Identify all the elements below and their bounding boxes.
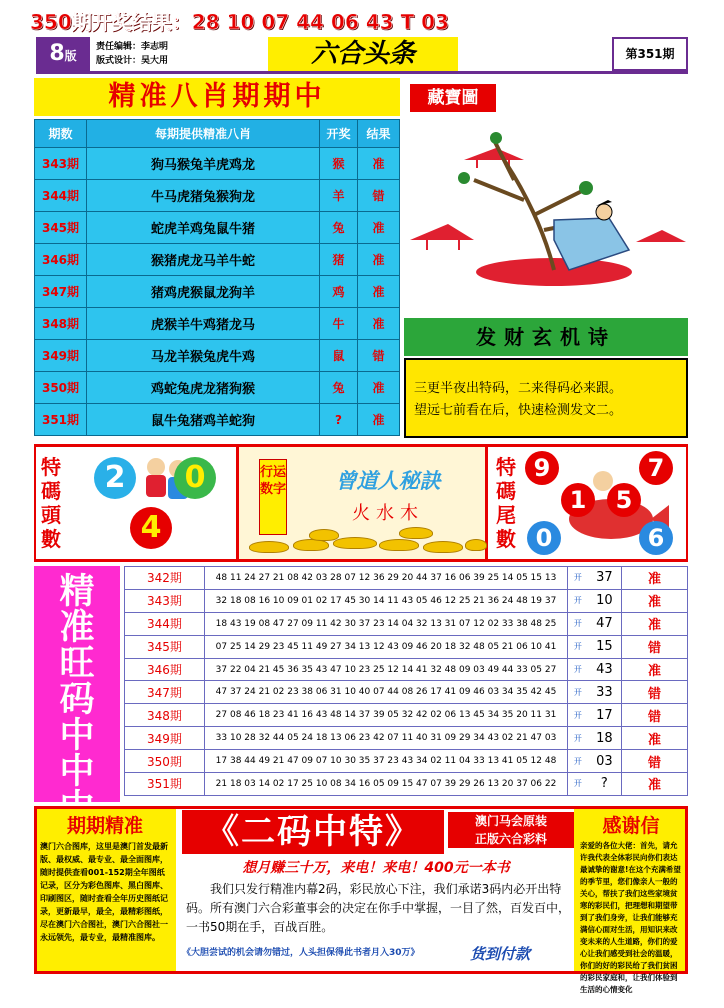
bajiao-draw: 猪	[320, 244, 358, 276]
roof-top	[464, 148, 524, 160]
bajiao-result: 准	[358, 244, 400, 276]
roof-left	[410, 224, 474, 240]
tema-wei-ball: 5	[607, 483, 641, 517]
wangma-special: 37	[588, 567, 622, 590]
gold-ingot	[423, 541, 463, 553]
col-zodiac: 每期提供精准八肖	[87, 120, 320, 148]
gold-ingot	[309, 529, 339, 541]
wangma-numbers: 18 43 19 08 47 27 09 11 42 30 37 23 14 04 32 13 31 07 12 02 33 38 48 25	[204, 612, 567, 635]
wangma-result: 错	[622, 750, 688, 773]
wangma-kai-label: 开	[568, 589, 588, 612]
bajiao-period: 350期	[35, 372, 87, 404]
poem-body	[404, 358, 688, 438]
wangma-row	[125, 773, 688, 796]
pillar-top	[476, 160, 478, 168]
title-char: 中	[59, 716, 95, 756]
wangma-row	[125, 681, 688, 704]
wangma-special: 15	[588, 635, 622, 658]
wangma-special: 03	[588, 750, 622, 773]
pillar-left-2	[458, 240, 460, 250]
tema-wei-panel	[491, 447, 686, 559]
wangma-numbers: 17 38 44 49 21 47 09 07 10 30 35 37 23 43 34 02 11 04 33 13 41 05 12 48	[204, 750, 567, 773]
bajiao-result: 错	[358, 340, 400, 372]
issue-label: 第351期	[612, 37, 688, 71]
title-char: 旺	[59, 644, 95, 684]
col-result: 结果	[358, 120, 400, 148]
wangma-row	[125, 589, 688, 612]
poem-line-2: 望远七前看在后，快速检测发文二。	[414, 403, 623, 418]
bajiao-result: 准	[358, 372, 400, 404]
gold-ingot	[465, 539, 487, 551]
bajiao-row	[35, 180, 400, 212]
wangma-special: ?	[588, 773, 622, 796]
wangma-period: 345期	[125, 635, 205, 658]
scene-illustration	[404, 120, 688, 314]
wangma-period: 350期	[125, 750, 205, 773]
leaf	[490, 132, 502, 144]
poem-line-1: 三更半夜出特码，二来得码必来跟。	[414, 381, 623, 396]
wangma-kai-label: 开	[568, 773, 588, 796]
bajiao-header-row	[35, 120, 400, 148]
gold-ingot	[249, 541, 289, 553]
label-char: 特	[41, 455, 61, 479]
wangma-special: 10	[588, 589, 622, 612]
bajiao-period: 345期	[35, 212, 87, 244]
wangma-kai-label: 开	[568, 681, 588, 704]
wangma-numbers: 33 10 28 32 44 05 24 18 13 06 23 42 07 11 40 31 09 29 34 43 02 21 47 03	[204, 727, 567, 750]
bajiao-result: 准	[358, 212, 400, 244]
tema-tou-ball: 4	[130, 507, 172, 549]
wangma-row	[125, 658, 688, 681]
bajiao-result: 准	[358, 148, 400, 180]
secret-panel	[236, 447, 488, 559]
gold-ingot	[399, 527, 433, 539]
header-rule	[36, 71, 688, 74]
bajiao-title: 精准八肖期期中	[34, 78, 400, 116]
gold-ingot	[333, 537, 377, 549]
label-char: 尾	[496, 503, 516, 527]
wangma-kai-label: 开	[568, 750, 588, 773]
credits	[96, 40, 168, 68]
wangma-title	[34, 566, 120, 802]
wangma-period: 342期	[125, 567, 205, 590]
wangma-row	[125, 750, 688, 773]
bajiao-period: 347期	[35, 276, 87, 308]
bajiao-draw: 鼠	[320, 340, 358, 372]
wangma-period: 346期	[125, 658, 205, 681]
child-head	[147, 458, 165, 476]
erma-title: 《二码中特》	[182, 810, 444, 854]
wangma-result: 准	[622, 727, 688, 750]
wangma-row	[125, 704, 688, 727]
thanks-text: 亲爱的各位大佬：首先，请允许我代表全体彩民向你们表达最诚挚的谢意!在这个充满希望的季节里，您们像亲人一般的关心，帮扶了我们这些家境贫寒的彩民们，把理想和期望带到了我们身旁，让我们能够充满信心面对生活，用知识来改变未来的人生道路，你们的爱心让我们感受到社会的温暖，你们的好的彩民给了我们贫困的彩民家庭和，让我们体验到生活的心情变化	[580, 841, 681, 994]
tema-wei-label	[493, 455, 519, 551]
leaf	[579, 181, 593, 195]
bajiao-draw: 羊	[320, 180, 358, 212]
bajiao-draw: ?	[320, 404, 358, 436]
aomen-line-1: 澳门马会原装	[474, 814, 547, 828]
page-number-badge	[36, 37, 90, 71]
wangma-numbers: 37 22 04 21 45 36 35 43 47 10 23 25 12 14 41 32 48 09 03 49 44 33 05 27	[204, 658, 567, 681]
aomen-line-2: 正版六合彩料	[474, 832, 547, 846]
bajiao-row	[35, 308, 400, 340]
seated-figure-robe	[554, 218, 629, 270]
tema-tou-label	[38, 455, 64, 551]
title-char: 准	[59, 608, 95, 648]
erma-body: 我们只发行精准内幕2码，彩民放心下注，我们承诺3码内必开出特码。所有澳门六合彩董事会的决定在你手中掌握，一目了然，百发百中，一书50期在手，百战百胜。	[186, 882, 571, 934]
wangma-kai-label: 开	[568, 658, 588, 681]
wangma-kai-label: 开	[568, 727, 588, 750]
designer-line: 版式设计：吴大用	[96, 56, 169, 66]
wangma-numbers: 32 18 08 16 10 09 01 02 17 45 30 14 11 43 05 46 12 25 21 36 24 48 19 37	[204, 589, 567, 612]
label-char: 數	[41, 527, 61, 551]
secret-title: 曾道人秘訣	[335, 469, 441, 493]
wangma-numbers: 48 11 24 27 21 08 42 03 28 07 12 36 29 20 44 37 16 06 39 25 14 05 15 13	[204, 567, 567, 590]
child-head	[593, 471, 613, 491]
bajiao-row	[35, 212, 400, 244]
thanks-title: 感谢信	[578, 810, 684, 842]
wangma-kai-label: 开	[568, 612, 588, 635]
bajiao-result: 准	[358, 308, 400, 340]
bajiao-draw: 兔	[320, 212, 358, 244]
wangma-special: 18	[588, 727, 622, 750]
bajiao-period: 346期	[35, 244, 87, 276]
bajiao-zodiac: 牛马虎猪兔猴狗龙	[87, 180, 320, 212]
wangma-result: 准	[622, 658, 688, 681]
bajiao-zodiac: 猴猪虎龙马羊牛蛇	[87, 244, 320, 276]
bajiao-zodiac: 马龙羊猴兔虎牛鸡	[87, 340, 320, 372]
leaf	[458, 172, 470, 184]
title-char: 精	[59, 572, 95, 612]
bajiao-table	[34, 119, 400, 436]
page-unit: 版	[64, 49, 77, 63]
label-char: 碼	[496, 479, 516, 503]
bajiao-draw: 鸡	[320, 276, 358, 308]
gold-ingot	[379, 539, 419, 551]
tema-tou-panel	[36, 447, 232, 559]
wangma-period: 349期	[125, 727, 205, 750]
bajiao-row	[35, 276, 400, 308]
wangma-kai-label: 开	[568, 635, 588, 658]
tema-tou-ball: 2	[94, 457, 136, 499]
wangma-special: 43	[588, 658, 622, 681]
tema-wei-ball: 6	[639, 521, 673, 555]
bajiao-zodiac: 虎猴羊牛鸡猪龙马	[87, 308, 320, 340]
erma-footnote: 《大胆尝试的机会请勿错过，人头担保得此书者月入30万》	[182, 948, 420, 958]
bajiao-zodiac: 狗马猴兔羊虎鸡龙	[87, 148, 320, 180]
label-char: 碼	[41, 479, 61, 503]
secret-subtitle: 火水木	[352, 503, 424, 524]
wangma-special: 33	[588, 681, 622, 704]
wangma-result: 准	[622, 567, 688, 590]
wangma-result: 准	[622, 589, 688, 612]
wangma-period: 344期	[125, 612, 205, 635]
bajiao-result: 准	[358, 404, 400, 436]
bajiao-draw: 猴	[320, 148, 358, 180]
wangma-kai-label: 开	[568, 567, 588, 590]
tema-wei-ball: 1	[561, 483, 595, 517]
qiqi-title: 期期精准	[40, 810, 170, 842]
bajiao-draw: 牛	[320, 308, 358, 340]
wangma-result: 错	[622, 681, 688, 704]
bajiao-period: 351期	[35, 404, 87, 436]
pillar-left	[426, 240, 428, 250]
wangma-row	[125, 612, 688, 635]
title-char: 码	[59, 680, 95, 720]
wangma-numbers: 07 25 14 29 23 45 11 49 27 34 13 12 43 09 46 20 18 32 48 05 21 06 10 41	[204, 635, 567, 658]
wangma-special: 47	[588, 612, 622, 635]
wangma-period: 348期	[125, 704, 205, 727]
tema-wei-ball: 0	[527, 521, 561, 555]
wangma-numbers: 21 18 03 14 02 17 25 10 08 34 16 05 09 15 47 07 39 29 26 13 20 37 06 22	[204, 773, 567, 796]
editor-line: 责任编辑：李志明	[96, 42, 169, 52]
page-number: 8	[49, 41, 65, 66]
wangma-table	[124, 566, 688, 796]
wangma-row	[125, 727, 688, 750]
wangma-special: 17	[588, 704, 622, 727]
bajiao-row	[35, 244, 400, 276]
col-draw: 开奖	[320, 120, 358, 148]
bajiao-period: 343期	[35, 148, 87, 180]
tema-wei-ball: 9	[525, 451, 559, 485]
tema-wei-ball: 7	[639, 451, 673, 485]
wangma-period: 343期	[125, 589, 205, 612]
paper-title: 六合头条	[268, 37, 458, 71]
result-line: 350期开奖结果：28 10 07 44 06 43 T 03	[30, 10, 449, 34]
wangma-numbers: 27 08 46 18 23 41 16 43 48 14 37 39 05 32 42 02 06 13 45 34 35 20 11 31	[204, 704, 567, 727]
seated-figure-head	[596, 204, 612, 220]
title-char: 中	[59, 752, 95, 792]
bajiao-period: 344期	[35, 180, 87, 212]
wangma-row	[125, 635, 688, 658]
bajiao-result: 错	[358, 180, 400, 212]
poem-title: 发财玄机诗	[404, 318, 688, 356]
wangma-numbers: 47 37 24 21 02 23 38 06 31 10 40 07 44 08 26 17 41 09 46 03 34 35 42 45	[204, 681, 567, 704]
bajiao-zodiac: 蛇虎羊鸡兔鼠牛猪	[87, 212, 320, 244]
wangma-row	[125, 567, 688, 590]
wangma-kai-label: 开	[568, 704, 588, 727]
cangbao-label: 藏寶圖	[410, 84, 496, 112]
label-char: 特	[496, 455, 516, 479]
bajiao-period: 348期	[35, 308, 87, 340]
child-body	[146, 475, 166, 497]
bajiao-zodiac: 鸡蛇兔虎龙猪狗猴	[87, 372, 320, 404]
roof-right	[636, 230, 686, 242]
wangma-result: 错	[622, 635, 688, 658]
bajiao-result: 准	[358, 276, 400, 308]
bajiao-draw: 兔	[320, 372, 358, 404]
col-period: 期数	[35, 120, 87, 148]
label-char: 頭	[41, 503, 61, 527]
wangma-period: 351期	[125, 773, 205, 796]
luck-number-label: 行运数字	[259, 459, 287, 535]
bajiao-row	[35, 404, 400, 436]
bajiao-row	[35, 340, 400, 372]
bajiao-zodiac: 猪鸡虎猴鼠龙狗羊	[87, 276, 320, 308]
qiqi-text: 澳门六合图库，这里是澳门首发最新版、最权威、最专业、最全面图库，随时提供查看001-152期全年图纸记录，区分为彩色图库、黑白图库、印刷图区，随时查看全年历史图纸记录，更新最早，最全，最精彩图纸，尽在澳门六合图社，澳门六合图社一永远领先，最专业，最精准图库。	[40, 842, 168, 942]
aomen-tag	[448, 812, 574, 848]
tema-tou-ball: 0	[174, 457, 216, 499]
wangma-result: 准	[622, 612, 688, 635]
bajiao-zodiac: 鼠牛兔猪鸡羊蛇狗	[87, 404, 320, 436]
bajiao-row	[35, 372, 400, 404]
erma-slogan: 想月赚三十万，来电！来电！400元一本书	[242, 860, 510, 876]
bajiao-row	[35, 148, 400, 180]
bajiao-period: 349期	[35, 340, 87, 372]
wangma-result: 错	[622, 704, 688, 727]
label-char: 數	[496, 527, 516, 551]
cash-on-delivery: 货到付款	[470, 945, 531, 963]
wangma-period: 347期	[125, 681, 205, 704]
wangma-result: 准	[622, 773, 688, 796]
